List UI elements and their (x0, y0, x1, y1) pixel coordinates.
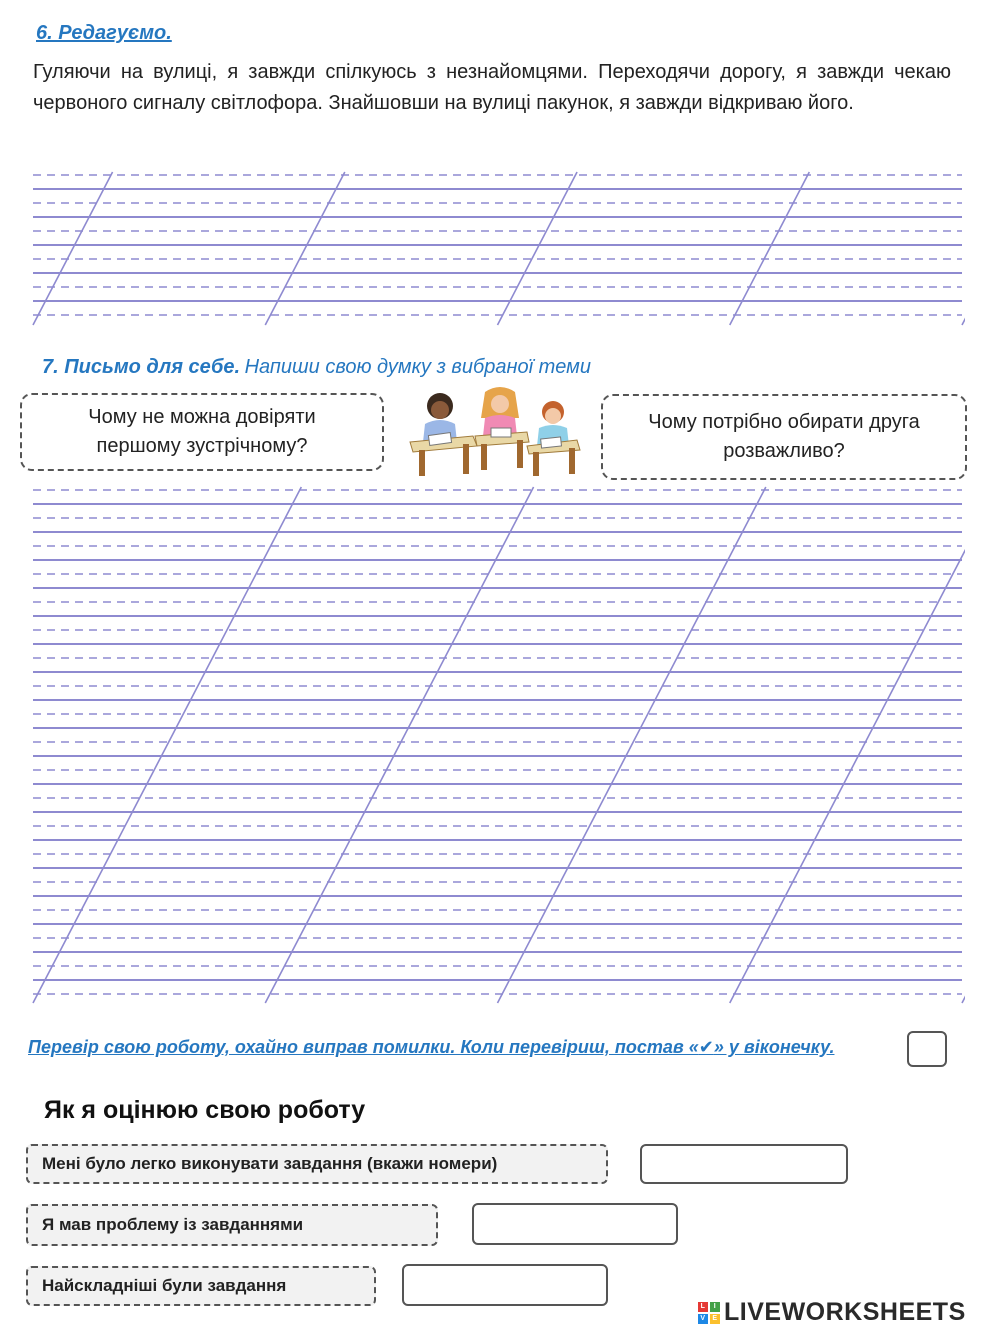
check-mark: ✔ (698, 1037, 714, 1057)
topic-right-text: Чому потрібно обирати друга розважливо? (648, 411, 920, 462)
logo-square-v: V (698, 1314, 708, 1324)
logo-text: LIVEWORKSHEETS (724, 1298, 966, 1326)
logo-square-i: I (710, 1302, 720, 1312)
assessment-answer-easy[interactable] (640, 1144, 848, 1184)
logo-square-e: E (710, 1314, 720, 1324)
slant-line (498, 487, 766, 1003)
task-7-title: 7. Письмо для себе. (42, 356, 241, 378)
slant-line (730, 487, 998, 1003)
assessment-title: Як я оцінюю свою роботу (44, 1096, 366, 1124)
topic-left-text: Чому не можна довіряти першому зустрічному? (88, 406, 316, 457)
assessment-label-easy: Мені було легко виконувати завдання (вкажи номери) (26, 1144, 608, 1184)
slant-line (265, 487, 533, 1003)
liveworksheets-logo (698, 1298, 966, 1327)
check-instruction (28, 1034, 888, 1061)
check-checkbox[interactable] (907, 1031, 947, 1067)
logo-square-l: L (698, 1302, 708, 1312)
check-text-before: Перевір свою роботу, охайно виправ помилки. Коли перевіриш, постав « (28, 1037, 699, 1057)
slant-line (962, 487, 1000, 1003)
assessment-label-problem: Я мав проблему із завданнями (26, 1204, 438, 1246)
task-7-subtitle: Напиши свою думку з вибраної теми (244, 356, 592, 378)
check-text-after: » у віконечку. (713, 1037, 835, 1057)
task-6-title-text: 6. Редагуємо. (36, 22, 172, 44)
logo-squares-icon (698, 1302, 720, 1324)
assessment-label-hardest: Найскладніші були завдання (26, 1266, 376, 1306)
task-6-paragraph: Гуляючи на вулиці, я завжди спілкуюсь з незнайомцями. Переходячи дорогу, я завжди чекаю червоного сигналу світлофора. Знайшовши на вулиці пакунок, я завжди відкриваю його. (33, 61, 951, 114)
assessment-answer-hardest[interactable] (402, 1264, 608, 1306)
slant-line (33, 487, 301, 1003)
assessment-answer-problem[interactable] (472, 1203, 678, 1245)
